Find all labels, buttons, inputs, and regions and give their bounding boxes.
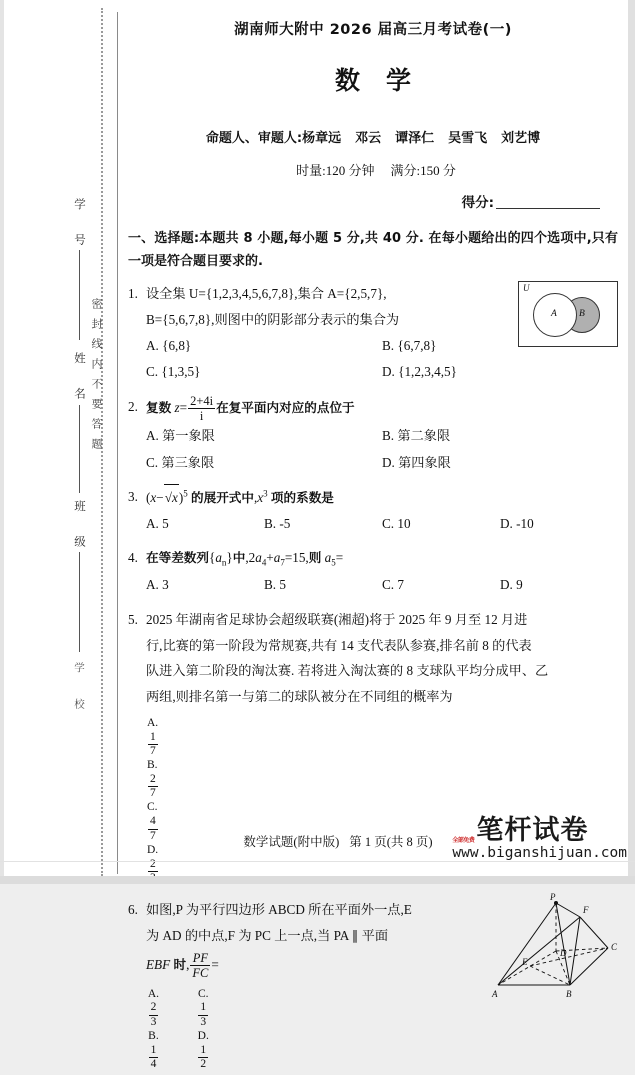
question-3-number: 3. <box>128 489 138 505</box>
question-1-option-b[interactable]: B. {6,7,8} <box>382 337 437 353</box>
question-5-option-a-label: A. <box>147 716 159 729</box>
venn-label-a: A <box>551 309 557 320</box>
class-rule <box>79 552 80 652</box>
question-5-text-3: 队进入第二阶段的淘汰赛. 若将进入淘汰赛的 8 支球队平均分成甲、乙 <box>146 663 549 679</box>
question-4-option-a[interactable]: A. 3 <box>146 577 169 593</box>
question-6-options-row-1 <box>129 987 173 1072</box>
question-6-frac-num: PF <box>190 951 210 966</box>
question-2-number: 2. <box>128 398 138 414</box>
svg-text:A: A <box>492 989 498 1000</box>
question-6-option-b-label: B. <box>148 1029 159 1042</box>
question-5-line-2 <box>128 633 618 659</box>
sidebar-field-school: 学 校 <box>73 662 85 716</box>
svg-text:E: E <box>522 957 528 968</box>
authors-label: 命题人、审题人: <box>205 131 303 146</box>
question-5-line-1 <box>128 607 618 633</box>
venn-diagram <box>518 281 618 347</box>
q5d-num: 2 <box>148 858 158 872</box>
q6c-num: 1 <box>198 1001 208 1015</box>
section-heading: 一、选择题:本题共 8 小题,每小题 5 分,共 40 分. 在每小题给出的四个选项中,只有一项是符合题目要求的. <box>128 231 618 270</box>
sidebar-field-student-id: 学 号 <box>73 198 87 250</box>
subject-title: 数学 <box>334 66 437 95</box>
question-3-option-a[interactable]: A. 5 <box>146 515 169 531</box>
question-5-text-1: 2025 年湖南省足球协会超级联赛(湘超)将于 2025 年 9 月至 12 月进 <box>146 611 528 627</box>
venn-universe-label: U <box>523 283 530 294</box>
watermark-url: www.biganshijuan.com <box>452 844 627 861</box>
footer-divider <box>0 861 635 862</box>
question-2-option-d[interactable]: D. 第四象限 <box>382 454 451 470</box>
question-5-text-2: 行,比赛的第一阶段为常规赛,共有 14 支代表队参赛,排名前 8 的代表 <box>146 637 532 653</box>
q5b-den: 7 <box>150 787 156 800</box>
score-row <box>128 191 618 211</box>
question-6-line-3: EBF 时, $\frac{PF}{FC}$ = <box>146 950 219 981</box>
score-label: 得分: <box>461 195 494 211</box>
question-2-option-a[interactable]: A. 第一象限 <box>146 428 215 444</box>
q6a-num: 2 <box>149 1001 159 1015</box>
question-4-line-1: 4. 在等差数列$\{a_n\}$中$,2a_4+a_7=15$,则 $a_5=$ <box>128 545 618 572</box>
question-1-number: 1. <box>128 286 138 302</box>
question-3-option-b[interactable]: B. -5 <box>264 515 291 531</box>
question-5-number: 5. <box>128 611 138 627</box>
question-2-fraction <box>188 394 215 424</box>
solid-figure-diagram <box>484 893 624 1003</box>
question-5-line-4 <box>128 684 618 710</box>
margin-solid-line <box>117 12 118 874</box>
q6c-den: 3 <box>200 1015 207 1028</box>
question-4-option-d[interactable]: D. 9 <box>500 577 523 593</box>
author-name-5: 刘艺博 <box>501 131 541 146</box>
question-3-options-row <box>128 511 618 537</box>
timing-line <box>128 160 618 179</box>
question-1-option-d[interactable]: D. {1,2,3,4,5} <box>382 364 457 380</box>
q5c-num: 4 <box>148 815 158 829</box>
q6b-num: 1 <box>149 1044 159 1058</box>
question-3-option-c[interactable]: C. 10 <box>382 515 411 531</box>
page-edge-right <box>628 0 635 884</box>
question-4-option-c[interactable]: C. 7 <box>382 577 404 593</box>
question-5-text-4: 两组,则排名第一与第二的球队被分在不同组的概率为 <box>146 688 453 704</box>
question-5-option-b-label: B. <box>147 759 158 772</box>
page-bottom-strip <box>0 876 635 884</box>
sidebar-field-class: 班 级 <box>73 500 87 552</box>
question-4-number: 4. <box>128 550 138 566</box>
page-edge-left <box>0 0 4 884</box>
name-rule <box>79 405 80 493</box>
footer-doc-name: 数学试题(附中版) <box>243 835 340 849</box>
question-6-option-d[interactable] <box>197 1029 210 1071</box>
exam-content <box>128 14 618 1075</box>
question-6-text-2: 为 AD 的中点,F 为 PC 上一点,当 PA ∥ 平面 <box>146 927 389 943</box>
question-6-option-a-label: A. <box>147 987 160 1000</box>
question-6-option-a[interactable] <box>147 987 160 1029</box>
q6d-num: 1 <box>198 1044 208 1058</box>
question-6-options-row-2 <box>179 987 223 1072</box>
question-1-options-row-2 <box>128 359 618 385</box>
question-6-option-c[interactable] <box>197 987 210 1029</box>
author-name-1: 杨章远 <box>302 131 342 146</box>
question-2-denominator: i <box>199 408 204 423</box>
q5a-num: 1 <box>148 731 158 745</box>
question-4 <box>128 545 618 599</box>
venn-label-b: B <box>579 309 585 320</box>
q6b-den: 4 <box>150 1058 157 1071</box>
question-2-line-1: 2. 复数 z= $\frac{2+4i}{i}$ 在复平面内对应的点位于 <box>128 393 355 423</box>
question-1 <box>128 281 618 385</box>
svg-text:F: F <box>583 905 589 916</box>
sidebar-field-name: 姓 名 <box>73 352 87 404</box>
total-score-text: 满分:150 分 <box>390 163 456 178</box>
question-2-numerator: 2+4i <box>190 393 214 408</box>
question-1-option-a[interactable]: A. {6,8} <box>146 337 192 353</box>
question-3-line-1: 3. $(x-√x)^5$ 的展开式中$,x^3$ 项的系数是 <box>128 484 618 511</box>
duration-text: 时量:120 分钟 <box>296 163 375 178</box>
student-id-rule <box>79 250 80 340</box>
question-3 <box>128 484 618 537</box>
q5a-den: 7 <box>150 744 156 757</box>
question-5-line-3 <box>128 658 618 684</box>
svg-text:B: B <box>566 989 572 1000</box>
author-name-3: 谭泽仁 <box>395 131 435 146</box>
footer-page-info: 第 1 页(共 8 页) <box>349 835 433 849</box>
question-2 <box>128 394 618 477</box>
question-2-options-row-1 <box>128 423 618 449</box>
question-4-options-row <box>128 572 618 598</box>
q5b-num: 2 <box>148 773 158 787</box>
q6d-den: 2 <box>200 1058 207 1071</box>
svg-text:D: D <box>560 948 567 959</box>
question-6-frac-den: FC <box>192 966 209 981</box>
exam-title: 湖南师大附中 2026 届高三月考试卷(一) <box>234 22 512 38</box>
question-5-option-a[interactable] <box>147 716 159 758</box>
question-4-option-b[interactable]: B. 5 <box>264 577 286 593</box>
question-5-option-d-label: D. <box>147 843 159 856</box>
question-5-options-row <box>129 716 173 886</box>
question-1-option-c[interactable]: C. {1,3,5} <box>146 364 201 380</box>
watermark <box>452 814 627 861</box>
q5c-den: 7 <box>150 829 156 842</box>
question-6-option-d-label: D. <box>197 1029 209 1042</box>
question-6-fraction <box>190 951 210 981</box>
seal-line-notice: 密封线内不要答题 <box>90 298 103 458</box>
watermark-badge: 全部免费 <box>452 837 475 844</box>
question-6 <box>128 893 618 1075</box>
question-2-prefix: 复数 <box>146 399 172 415</box>
question-2-option-b[interactable]: B. 第二象限 <box>382 428 451 444</box>
watermark-brand: 笔杆试卷 <box>476 814 589 846</box>
question-6-text-1: 如图,P 为平行四边形 ABCD 所在平面外一点,E <box>146 902 412 918</box>
svg-text:P: P <box>550 893 556 903</box>
author-name-4: 吴雪飞 <box>448 131 488 146</box>
question-5-option-b[interactable] <box>147 758 158 800</box>
authors-line <box>128 127 618 146</box>
question-6-number: 6. <box>128 902 138 918</box>
author-name-2: 邓云 <box>355 131 382 146</box>
question-2-option-c[interactable]: C. 第三象限 <box>146 454 215 470</box>
question-1-text-2: B={5,6,7,8},则图中的阴影部分表示的集合为 <box>146 311 400 327</box>
question-1-text-1: 设全集 U={1,2,3,4,5,6,7,8},集合 A={2,5,7}, <box>146 286 387 302</box>
score-blank-line[interactable] <box>496 208 600 209</box>
question-2-suffix: 在复平面内对应的点位于 <box>216 399 355 415</box>
question-6-option-c-label: C. <box>197 987 209 1000</box>
question-5-option-c-label: C. <box>147 801 158 814</box>
question-2-options-row-2 <box>128 450 618 476</box>
question-6-option-b[interactable] <box>147 1029 160 1071</box>
q6a-den: 3 <box>150 1015 157 1028</box>
question-3-option-d[interactable]: D. -10 <box>500 515 534 531</box>
svg-text:C: C <box>611 942 618 953</box>
